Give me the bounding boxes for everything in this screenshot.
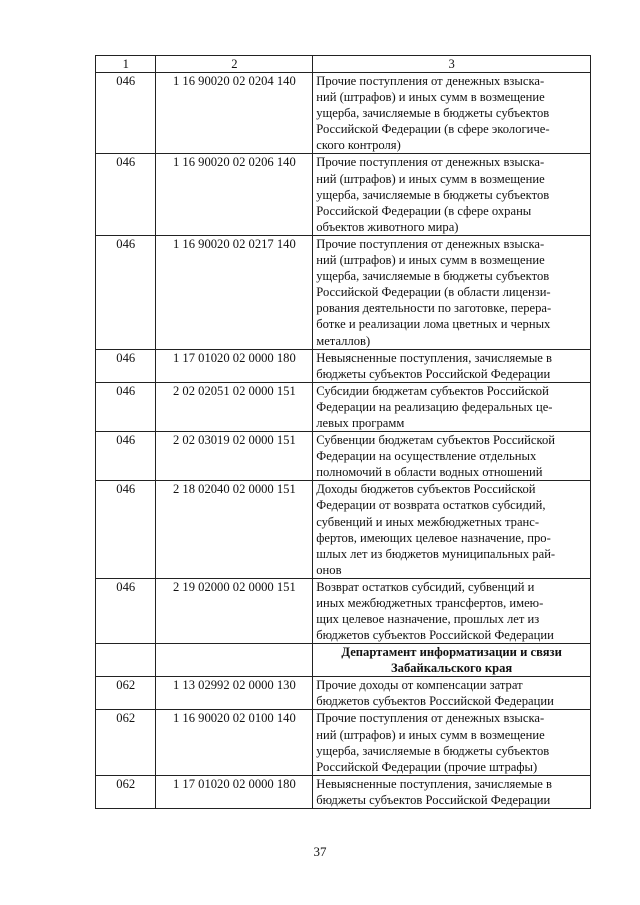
budget-code-cell: 1 16 90020 02 0100 140: [156, 710, 313, 775]
budget-code-cell: 1 16 90020 02 0217 140: [156, 235, 313, 349]
description-line: фертов, имеющих целевое назначение, про-: [316, 530, 551, 545]
column-header-2: 2: [156, 56, 313, 73]
table-header-row: [96, 56, 591, 73]
admin-code-cell: 046: [96, 349, 156, 382]
admin-code-cell: 062: [96, 775, 156, 808]
description-line: рования деятельности по заготовке, перера-: [316, 301, 552, 316]
admin-code-cell: 046: [96, 432, 156, 481]
table-row: [96, 382, 591, 431]
admin-code-cell: 046: [96, 578, 156, 643]
revenue-description-cell: [313, 349, 591, 382]
column-header-3: 3: [313, 56, 591, 73]
table-row: [96, 432, 591, 481]
description-line: левых программ: [316, 415, 405, 430]
table-row: [96, 73, 591, 154]
admin-code-cell: 046: [96, 154, 156, 235]
description-line: субвенций и иных межбюджетных транс-: [316, 514, 540, 529]
budget-code-cell: 1 13 02992 02 0000 130: [156, 677, 313, 710]
description-line: онов: [316, 562, 342, 577]
table-row: [96, 235, 591, 349]
description-line: Федерации на осуществление отдельных: [316, 449, 537, 464]
table-row: [96, 578, 591, 643]
description-line: объектов животного мира): [316, 219, 459, 234]
description-line: Возврат остатков субсидий, субвенций и: [316, 579, 535, 594]
description-line: Прочие доходы от компенсации затрат: [316, 678, 523, 693]
revenue-description-cell: [313, 382, 591, 431]
description-line: Российской Федерации (прочие штрафы): [316, 759, 538, 774]
description-line: Российской Федерации (в сфере охраны: [316, 203, 532, 218]
page-number: 37: [313, 844, 327, 859]
description-line: ний (штрафов) и иных сумм в возмещение: [316, 171, 545, 186]
revenue-description-cell: [313, 154, 591, 235]
description-line: ботке и реализации лома цветных и черных: [316, 317, 551, 332]
description-line: Невыясненные поступления, зачисляемые в: [316, 776, 552, 791]
description-line: металлов): [316, 333, 371, 348]
department-heading: [313, 644, 591, 677]
revenue-description-cell: [313, 73, 591, 154]
admin-code-cell: 062: [96, 710, 156, 775]
department-heading-line: Департамент информатизации и связи: [341, 645, 562, 660]
description-line: Федерации от возврата остатков субсидий,: [316, 498, 546, 513]
description-line: Невыясненные поступления, зачисляемые в: [316, 350, 552, 365]
description-line: Прочие поступления от денежных взыска-: [316, 711, 545, 726]
admin-code-cell: 046: [96, 73, 156, 154]
table-row: [96, 154, 591, 235]
description-line: бюджетов субъектов Российской Федерации: [316, 628, 554, 643]
admin-code-cell: 062: [96, 677, 156, 710]
description-line: бюджеты субъектов Российской Федерации: [316, 792, 551, 807]
revenue-description-cell: [313, 481, 591, 579]
table-row: [96, 677, 591, 710]
table-row: [96, 481, 591, 579]
description-line: Субвенции бюджетам субъектов Российской: [316, 433, 556, 448]
description-line: Прочие поступления от денежных взыска-: [316, 236, 545, 251]
admin-code-cell: 046: [96, 382, 156, 431]
description-line: Федерации на реализацию федеральных це-: [316, 399, 553, 414]
description-line: ущерба, зачисляемые в бюджеты субъектов: [316, 106, 550, 121]
empty-cell: [96, 644, 156, 677]
description-line: ущерба, зачисляемые в бюджеты субъектов: [316, 743, 550, 758]
description-line: ний (штрафов) и иных сумм в возмещение: [316, 253, 545, 268]
revenue-codes-table: [95, 55, 591, 809]
description-line: бюджетов субъектов Российской Федерации: [316, 694, 554, 709]
budget-code-cell: 2 19 02000 02 0000 151: [156, 578, 313, 643]
department-heading-row: [96, 644, 591, 677]
description-line: ского контроля): [316, 138, 401, 153]
budget-code-cell: 1 17 01020 02 0000 180: [156, 775, 313, 808]
revenue-description-cell: [313, 432, 591, 481]
budget-code-cell: 1 16 90020 02 0206 140: [156, 154, 313, 235]
empty-cell: [156, 644, 313, 677]
description-line: Российской Федерации (в области лицензи-: [316, 285, 551, 300]
description-line: Прочие поступления от денежных взыска-: [316, 74, 545, 88]
description-line: Прочие поступления от денежных взыска-: [316, 155, 545, 170]
table-body: [96, 73, 591, 809]
budget-code-cell: 2 02 02051 02 0000 151: [156, 382, 313, 431]
column-header-1: 1: [96, 56, 156, 73]
description-line: Доходы бюджетов субъектов Российской: [316, 482, 536, 497]
table-row: [96, 710, 591, 775]
revenue-description-cell: [313, 578, 591, 643]
admin-code-cell: 046: [96, 481, 156, 579]
table-row: [96, 775, 591, 808]
description-line: бюджеты субъектов Российской Федерации: [316, 366, 551, 381]
description-line: иных межбюджетных трансфертов, имею-: [316, 596, 544, 610]
description-line: ущерба, зачисляемые в бюджеты субъектов: [316, 269, 550, 284]
description-line: ний (штрафов) и иных сумм в возмещение: [316, 727, 545, 742]
description-line: ущерба, зачисляемые в бюджеты субъектов: [316, 187, 550, 202]
description-line: шлых лет из бюджетов муниципальных рай-: [316, 546, 556, 561]
description-line: Субсидии бюджетам субъектов Российской: [316, 383, 549, 398]
description-line: полномочий в области водных отношений: [316, 465, 543, 480]
revenue-description-cell: [313, 677, 591, 710]
admin-code-cell: 046: [96, 235, 156, 349]
budget-code-cell: 1 17 01020 02 0000 180: [156, 349, 313, 382]
revenue-description-cell: [313, 235, 591, 349]
revenue-description-cell: [313, 710, 591, 775]
table-row: [96, 349, 591, 382]
description-line: ний (штрафов) и иных сумм в возмещение: [316, 90, 545, 105]
budget-code-cell: 1 16 90020 02 0204 140: [156, 73, 313, 154]
department-heading-line: Забайкальского края: [391, 661, 513, 676]
budget-code-cell: 2 18 02040 02 0000 151: [156, 481, 313, 579]
revenue-description-cell: [313, 775, 591, 808]
description-line: Российской Федерации (в сфере экологиче-: [316, 122, 550, 137]
description-line: щих целевое назначение, прошлых лет из: [316, 612, 540, 627]
budget-code-cell: 2 02 03019 02 0000 151: [156, 432, 313, 481]
